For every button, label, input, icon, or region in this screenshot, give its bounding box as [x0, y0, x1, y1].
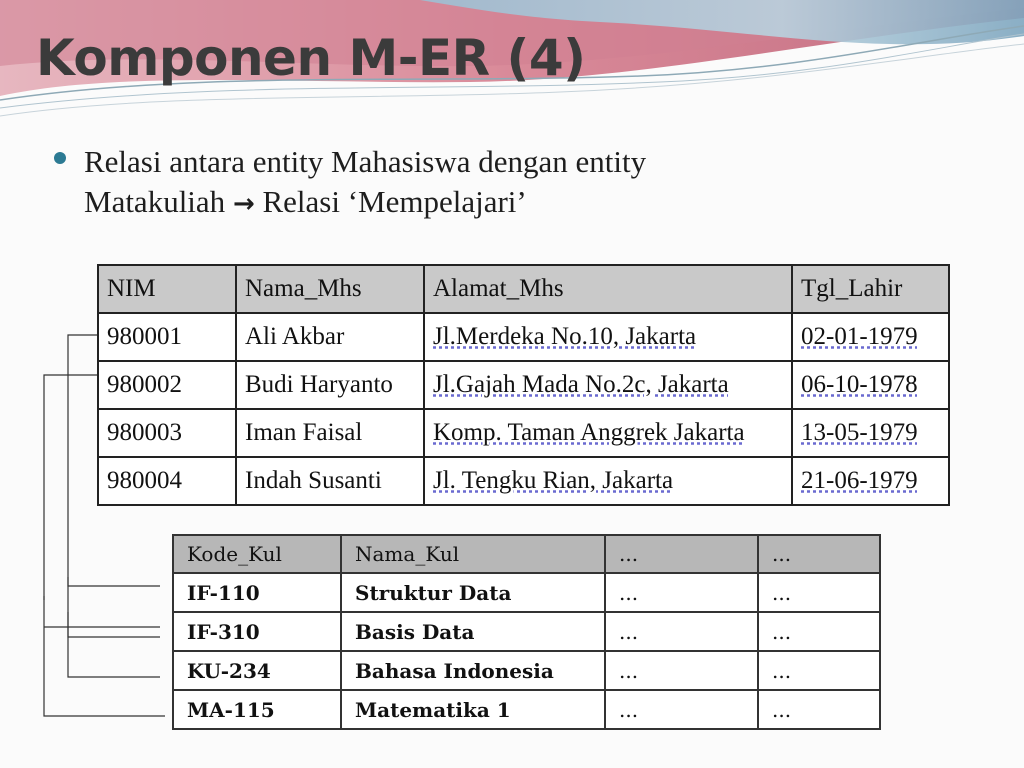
- cell-nama-kul: Struktur Data: [341, 573, 605, 612]
- cell-nama: Indah Susanti: [236, 457, 424, 505]
- column-header-nama-mhs: Nama_Mhs: [236, 265, 424, 313]
- column-header-tgl-lahir: Tgl_Lahir: [792, 265, 949, 313]
- cell-ellipsis: ...: [758, 690, 880, 729]
- cell-nama-kul: Matematika 1: [341, 690, 605, 729]
- cell-ellipsis: ...: [758, 573, 880, 612]
- bullet-line-2-end: Relasi ‘Mempelajari’: [262, 184, 527, 219]
- cell-nim: 980004: [98, 457, 236, 505]
- cell-ellipsis: ...: [605, 573, 758, 612]
- cell-ellipsis: ...: [605, 612, 758, 651]
- cell-nama-kul: Basis Data: [341, 612, 605, 651]
- column-header-ellipsis: ...: [605, 535, 758, 573]
- cell-kode: MA-115: [173, 690, 341, 729]
- cell-ellipsis: ...: [758, 651, 880, 690]
- cell-tgl-text: 02-01-1979: [801, 323, 918, 350]
- cell-nama-kul: Bahasa Indonesia: [341, 651, 605, 690]
- cell-tgl-text: 13-05-1979: [801, 419, 918, 446]
- slide-title: Komponen M-ER (4): [36, 29, 586, 87]
- cell-nama: Ali Akbar: [236, 313, 424, 361]
- cell-nim: 980002: [98, 361, 236, 409]
- cell-ellipsis: ...: [758, 612, 880, 651]
- bullet-line-1: Relasi antara entity Mahasiswa dengan entity: [84, 144, 647, 179]
- column-header-nim: NIM: [98, 265, 236, 313]
- cell-kode: KU-234: [173, 651, 341, 690]
- right-arrow-icon: →: [232, 189, 255, 219]
- cell-tgl-text: 06-10-1978: [801, 371, 918, 398]
- column-header-kode-kul: Kode_Kul: [173, 535, 341, 573]
- cell-alamat-text: Komp. Taman Anggrek Jakarta: [433, 419, 745, 446]
- cell-nim: 980003: [98, 409, 236, 457]
- column-header-alamat-mhs: Alamat_Mhs: [424, 265, 792, 313]
- cell-ellipsis: ...: [605, 651, 758, 690]
- cell-nama: Iman Faisal: [236, 409, 424, 457]
- column-header-ellipsis: ...: [758, 535, 880, 573]
- cell-alamat-text: Jl. Tengku Rian, Jakarta: [433, 467, 674, 494]
- bullet-line-2-start: Matakuliah: [84, 184, 226, 219]
- cell-nama: Budi Haryanto: [236, 361, 424, 409]
- cell-alamat-text: Jl.Gajah Mada No.2c, Jakarta: [433, 371, 729, 398]
- cell-ellipsis: ...: [605, 690, 758, 729]
- cell-kode: IF-110: [173, 573, 341, 612]
- column-header-nama-kul: Nama_Kul: [341, 535, 605, 573]
- cell-nim: 980001: [98, 313, 236, 361]
- cell-kode: IF-310: [173, 612, 341, 651]
- cell-tgl-text: 21-06-1979: [801, 467, 918, 494]
- cell-alamat-text: Jl.Merdeka No.10, Jakarta: [433, 323, 697, 350]
